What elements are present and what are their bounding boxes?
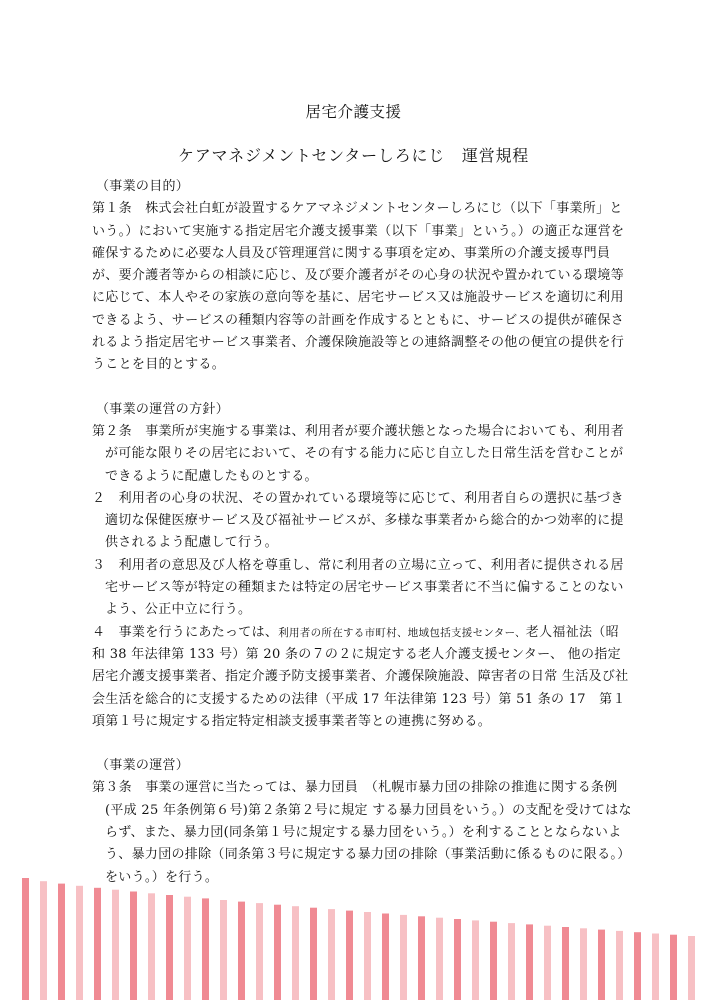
decorative-stripe bbox=[490, 922, 497, 1000]
decorative-stripe bbox=[40, 881, 47, 1000]
section-heading-purpose: （事業の目的） bbox=[96, 179, 190, 194]
decorative-stripe bbox=[382, 914, 389, 1000]
section-heading-policy: （事業の運営の方針） bbox=[96, 401, 230, 417]
decorative-stripe bbox=[76, 886, 83, 1000]
decorative-stripe bbox=[688, 936, 695, 1000]
decorative-stripe bbox=[256, 903, 263, 1000]
article-2-item-4-lead: ４ 事業を行うにあたっては、 bbox=[92, 624, 279, 640]
article-2: 第２条 事業所が実施する事業は、利用者が要介護状態となった場合においても、利用者が可能な限りその居宅において、その有する能力に応じ自立した日常生活を営むことができるように配慮したものとする。 bbox=[92, 423, 625, 484]
decorative-stripe bbox=[328, 909, 335, 1000]
decorative-stripe bbox=[22, 878, 29, 1000]
article-3: 第３条 事業の運営に当たっては、暴力団員 （札幌市暴力団の排除の推進に関する条例(平成 25 年条例第６号)第２条第２号に規定 する暴力団員をいう。）の支配を受けてはならず、また、暴力団(同条第１号に規定する暴力団をいう。）を利することとならないよう、暴力団の排除（同条第３号に規定する暴力団の排除（事業活動に係るものに限る。）をいう。）を行う。 bbox=[92, 780, 632, 885]
decorative-stripe bbox=[58, 884, 65, 1000]
decorative-stripe bbox=[148, 893, 155, 1000]
decorative-stripe bbox=[670, 935, 677, 1000]
decorative-stripe bbox=[634, 932, 641, 1000]
article-2-item-4-agencies: 利用者の所在する市町村、地域包括支援センター、 bbox=[278, 626, 526, 639]
decorative-stripe bbox=[508, 923, 515, 1000]
decorative-stripe bbox=[652, 934, 659, 1000]
article-2-item-3: ３ 利用者の意思及び人格を尊重し、常に利用者の立場に立って、利用者に提供される居宅サービス等が特定の種類または特定の居宅サービス事業者に不当に偏することのないよう、公正中立に行う。 bbox=[92, 557, 624, 618]
decorative-stripe bbox=[580, 928, 587, 1000]
decorative-stripe bbox=[544, 926, 551, 1000]
decorative-stripe bbox=[418, 916, 425, 1000]
decorative-stripe bbox=[166, 895, 173, 1000]
decorative-stripe bbox=[364, 912, 371, 1000]
decorative-stripe bbox=[274, 905, 281, 1000]
decorative-stripe bbox=[436, 918, 443, 1000]
decorative-stripe bbox=[400, 915, 407, 1000]
document-subtitle: ケアマネジメントセンターしろにじ 運営規程 bbox=[177, 146, 530, 165]
decorative-stripe bbox=[472, 920, 479, 1000]
article-1: 第１条 株式会社白虹が設置するケアマネジメントセンターしろにじ（以下「事業所」という。）において実施する指定居宅介護支援事業（以下「事業」という。）の適正な運営を確保するために必要な人員及び管理運営に関する事項を定め、事業所の介護支援専門員が、要介護者等からの相談に応じ、及び要介護者がその心身の状況や置かれている環境等に応じて、本人やその家族の意向等を基に、居宅サービス又は施設サービスを適切に利用できるよう、サービスの種類内容等の計画を作成するとともに、サービスの提供が確保されるよう指定居宅サービス事業者、介護保険施設等との連絡調整その他の便宜の提供を行うことを目的とする。 bbox=[92, 201, 625, 373]
decorative-stripe bbox=[112, 890, 119, 1000]
decorative-stripe bbox=[220, 900, 227, 1000]
article-2-item-4-rest: 老人福祉法（昭和 38 年法律第 133 号）第 20 条の７の２に規定する老人介護支援センター、 他の指定居宅介護支援事業者、指定介護予防支援事業者、介護保険施設、障害者の日常 生活及び社会生活を総合的に支援するための法律（平成 17 年法律第 123 号）第 51 条の 17 第１項第１号に規定する指定特定相談支援事業者等との連携に努める。 bbox=[92, 624, 629, 729]
decorative-stripe bbox=[292, 906, 299, 1000]
decorative-stripe bbox=[94, 888, 101, 1000]
decorative-stripe bbox=[130, 892, 137, 1000]
document-title: 居宅介護支援 bbox=[305, 103, 402, 121]
decorative-stripe bbox=[184, 897, 191, 1000]
decorative-stripe bbox=[562, 927, 569, 1000]
decorative-stripe bbox=[202, 898, 209, 1000]
section-heading-operation: （事業の運営） bbox=[96, 758, 190, 774]
decorative-stripe bbox=[616, 931, 623, 1000]
article-2-item-2: ２ 利用者の心身の状況、その置かれている環境等に応じて、利用者自らの選択に基づき適切な保健医療サービス及び福祉サービスが、多様な事業者から総合的かつ効率的に提供されるよう配慮して行う。 bbox=[92, 490, 624, 551]
decorative-stripe bbox=[598, 930, 605, 1000]
decorative-stripe bbox=[526, 924, 533, 1000]
decorative-stripe bbox=[238, 902, 245, 1000]
decorative-stripe bbox=[346, 911, 353, 1000]
decorative-stripe bbox=[454, 919, 461, 1000]
decorative-stripe bbox=[310, 908, 317, 1000]
